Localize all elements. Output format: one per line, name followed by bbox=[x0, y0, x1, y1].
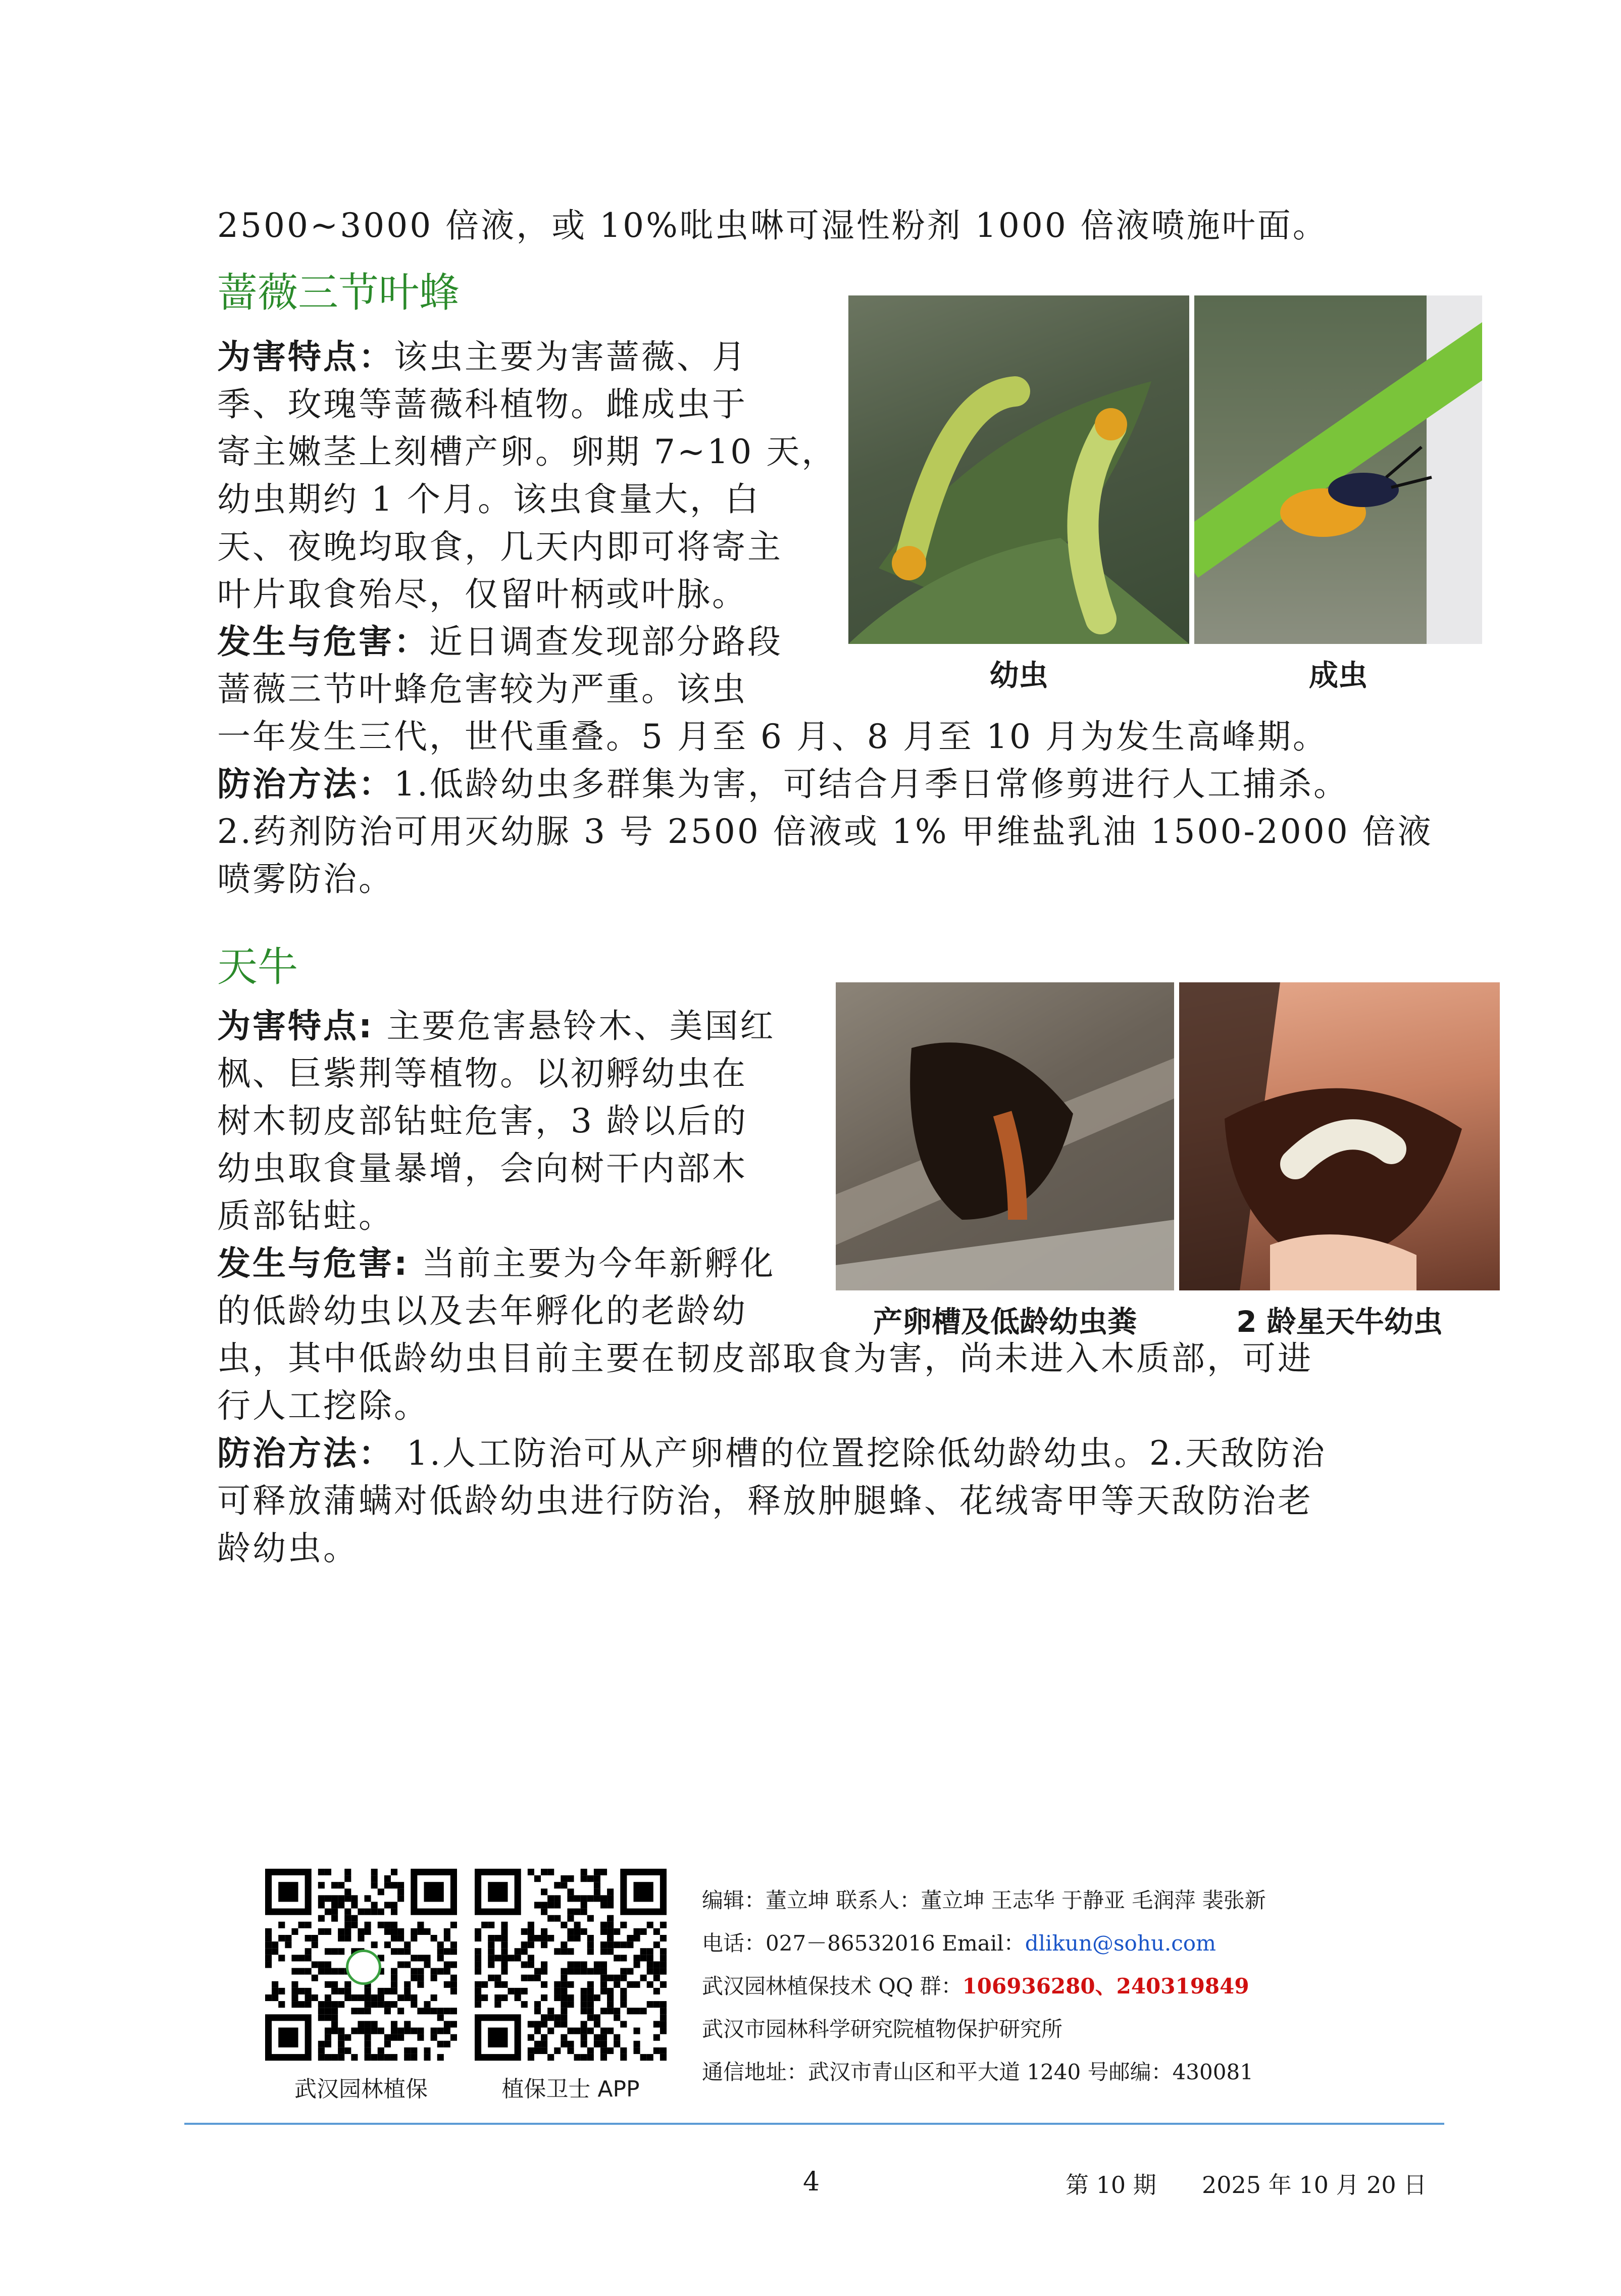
qr-code-app[interactable] bbox=[475, 1869, 667, 2061]
s1-para1-line2: 季、玫瑰等蔷薇科植物。雌成虫于 bbox=[217, 385, 747, 424]
s2-para2-line1: 发生与危害: 当前主要为今年新孵化 bbox=[217, 1244, 776, 1283]
s2-para1-line1: 为害特点: 主要危害悬铃木、美国红 bbox=[217, 1007, 776, 1045]
s1-para1-line1: 为害特点：该虫主要为害蔷薇、月 bbox=[217, 337, 747, 376]
s2-para3-line3: 龄幼虫。 bbox=[217, 1529, 359, 1568]
address-line: 通信地址：武汉市青山区和平大道 1240 号邮编：430081 bbox=[702, 2060, 1253, 2084]
caption-beetle-larva: 2 龄星天牛幼虫 bbox=[1236, 1305, 1443, 1339]
email-link[interactable]: dlikun@sohu.com bbox=[1025, 1931, 1216, 1956]
s2-para1-label: 为害特点: bbox=[217, 1007, 374, 1045]
s1-para1-line5: 天、夜晚均取食，几天内即可将寄主 bbox=[217, 527, 783, 566]
footer-rule bbox=[184, 2123, 1444, 2125]
s2-para3-line1: 防治方法： 1.人工防治可从产卵槽的位置挖除低幼龄幼虫。2.天敌防治 bbox=[217, 1434, 1327, 1473]
qr1-caption: 武汉园林植保 bbox=[294, 2076, 428, 2102]
s1-para1-line4: 幼虫期约 1 个月。该虫食量大，白 bbox=[217, 480, 761, 519]
qq-line: 武汉园林植保技术 QQ 群：106936280、240319849 bbox=[702, 1974, 1249, 1999]
issue-number: 第 10 期 bbox=[1066, 2171, 1156, 2199]
s2-para1-line4: 幼虫取食量暴增，会向树干内部木 bbox=[217, 1149, 747, 1188]
larva-photo bbox=[848, 295, 1189, 644]
s1-para2-line1: 发生与危害：近日调查发现部分路段 bbox=[217, 622, 783, 661]
institute-line: 武汉市园林科学研究院植物保护研究所 bbox=[702, 2017, 1063, 2041]
caption-adult: 成虫 bbox=[1308, 658, 1367, 692]
s1-para3-label: 防治方法： bbox=[217, 765, 394, 804]
s1-para3-line2: 2.药剂防治可用灭幼脲 3 号 2500 倍液或 1% 甲维盐乳油 1500-2000 倍液 bbox=[217, 812, 1433, 851]
editor-line: 编辑：董立坤 联系人：董立坤 王志华 于静亚 毛润萍 裴张新 bbox=[702, 1888, 1266, 1913]
s2-para2-line4: 行人工挖除。 bbox=[217, 1386, 429, 1425]
s1-para3-line3: 喷雾防治。 bbox=[217, 860, 394, 899]
section-title-longhorn-beetle: 天牛 bbox=[217, 943, 298, 990]
qq-numbers: 106936280、240319849 bbox=[962, 1974, 1249, 1999]
s1-para2-label: 发生与危害： bbox=[217, 622, 429, 661]
section-title-rose-sawfly: 蔷薇三节叶蜂 bbox=[217, 269, 460, 316]
s2-para3-line2: 可释放蒲螨对低龄幼虫进行防治，释放肿腿蜂、花绒寄甲等天敌防治老 bbox=[217, 1481, 1313, 1520]
s1-para1-label: 为害特点： bbox=[217, 337, 394, 376]
phone-line: 电话：027－86532016 Email：dlikun@sohu.com bbox=[702, 1931, 1216, 1956]
s1-para2-line2: 蔷薇三节叶蜂危害较为严重。该虫 bbox=[217, 670, 747, 709]
beetle-larva-photo bbox=[1179, 982, 1500, 1290]
s1-para1-line3: 寄主嫩茎上刻槽产卵。卵期 7~10 天， bbox=[217, 432, 837, 471]
s2-para2-line3: 虫，其中低龄幼虫目前主要在韧皮部取食为害，尚未进入木质部，可进 bbox=[217, 1339, 1313, 1378]
caption-egg-slot: 产卵槽及低龄幼虫粪 bbox=[873, 1305, 1137, 1339]
s2-para1-line2: 枫、巨紫荆等植物。以初孵幼虫在 bbox=[217, 1054, 747, 1093]
s2-para2-line2: 的低龄幼虫以及去年孵化的老龄幼 bbox=[217, 1291, 747, 1330]
s1-para3-line1: 防治方法：1.低龄幼虫多群集为害，可结合月季日常修剪进行人工捕杀。 bbox=[217, 765, 1349, 804]
logo-icon bbox=[346, 1950, 381, 1985]
adult-photo bbox=[1194, 295, 1482, 644]
s2-para1-line3: 树木韧皮部钻蛀危害，3 龄以后的 bbox=[217, 1102, 748, 1140]
qr-code-wuhan-plant-protection[interactable] bbox=[265, 1869, 457, 2061]
issue-date: 2025 年 10 月 20 日 bbox=[1202, 2171, 1427, 2199]
caption-larva: 幼虫 bbox=[989, 658, 1048, 692]
qr2-caption: 植保卫士 APP bbox=[501, 2076, 640, 2102]
page-number: 4 bbox=[803, 2167, 820, 2197]
egg-slot-photo bbox=[836, 982, 1174, 1290]
s2-para2-label: 发生与危害: bbox=[217, 1244, 410, 1283]
s2-para1-line5: 质部钻蛀。 bbox=[217, 1196, 394, 1235]
s1-para1-line6: 叶片取食殆尽，仅留叶柄或叶脉。 bbox=[217, 575, 747, 614]
s1-para2-line3: 一年发生三代，世代重叠。5 月至 6 月、8 月至 10 月为发生高峰期。 bbox=[217, 717, 1328, 756]
intro-line: 2500~3000 倍液，或 10%吡虫啉可湿性粉剂 1000 倍液喷施叶面。 bbox=[217, 206, 1328, 245]
s2-para3-label: 防治方法： bbox=[217, 1434, 394, 1473]
